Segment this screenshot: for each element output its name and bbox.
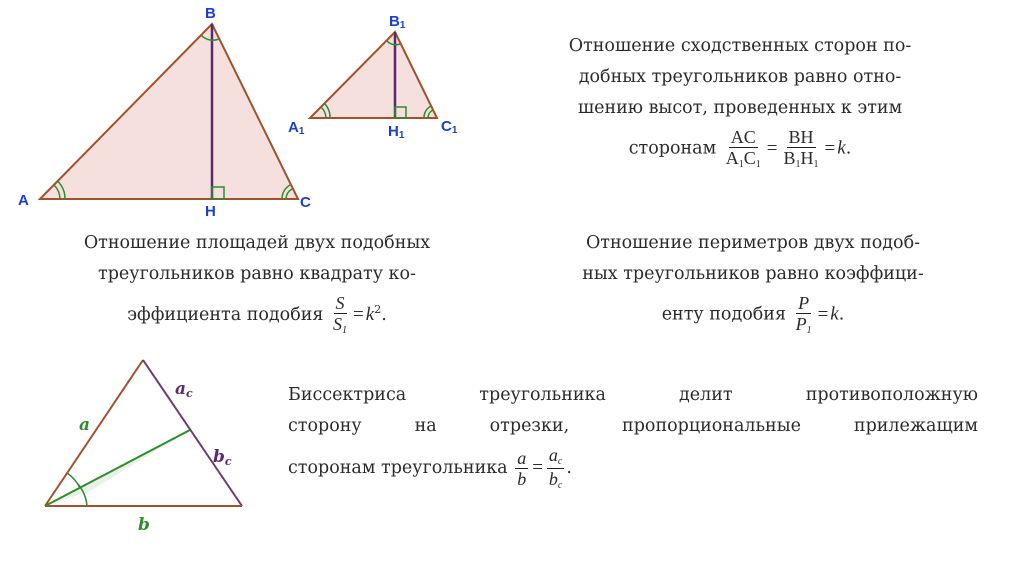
text3-lead: енту подобия bbox=[661, 304, 786, 325]
text4-end: . bbox=[566, 458, 572, 478]
text1-line4 bbox=[505, 128, 975, 170]
small-label-b1: B1 bbox=[389, 13, 406, 31]
text-similar-perimeters bbox=[510, 228, 996, 336]
text1-eq2: = bbox=[824, 137, 836, 159]
bisector-line bbox=[45, 430, 190, 506]
text2-lead: эффициента подобия bbox=[127, 304, 324, 325]
big-triangle-shape bbox=[40, 24, 298, 199]
fraction-a-num: a bbox=[517, 448, 527, 468]
bisector-triangle bbox=[45, 360, 242, 535]
big-label-a: A bbox=[18, 192, 29, 209]
text-similar-sides-heights bbox=[505, 31, 975, 170]
fraction-ac-a1c1 bbox=[724, 128, 763, 170]
text2-line1: Отношение площадей двух подобных bbox=[83, 233, 431, 253]
text1-end: . bbox=[845, 138, 852, 159]
label-b: b bbox=[138, 515, 150, 535]
text2-line2: треугольников равно квадрату ко- bbox=[98, 264, 416, 284]
label-a: a bbox=[79, 415, 91, 435]
text2-end: . bbox=[381, 304, 387, 325]
text-similar-areas bbox=[14, 228, 500, 336]
fraction-p-p1 bbox=[794, 294, 814, 336]
fraction-b-den: b bbox=[517, 469, 527, 489]
text4-line3 bbox=[288, 446, 978, 491]
small-label-h1: H1 bbox=[388, 123, 405, 141]
text2-line3 bbox=[14, 294, 500, 336]
text4-lead: сторонам треугольника bbox=[288, 458, 508, 478]
text3-eq: = bbox=[817, 303, 829, 325]
text4-eq: = bbox=[532, 457, 543, 478]
text3-end: . bbox=[838, 304, 845, 325]
fraction-ac-num: AC bbox=[730, 127, 756, 147]
fraction-bh-num: BH bbox=[788, 127, 814, 147]
small-label-c1: C1 bbox=[441, 118, 458, 136]
small-label-a1: A1 bbox=[288, 119, 305, 137]
fraction-s-s1 bbox=[331, 294, 349, 336]
fraction-ac-bc bbox=[547, 446, 564, 491]
text4-line2: сторону на отрезки, пропорциональные прилежащим bbox=[288, 416, 978, 436]
text1-eq1: = bbox=[766, 137, 778, 159]
small-triangle-shape bbox=[310, 32, 437, 118]
big-triangle bbox=[18, 5, 311, 220]
big-label-c: C bbox=[300, 194, 311, 211]
text3-line1: Отношение периметров двух подоб- bbox=[585, 233, 921, 253]
fraction-p-num: P bbox=[798, 293, 810, 313]
label-bc: bc bbox=[213, 447, 232, 468]
bisector-angle-mark-2 bbox=[67, 473, 80, 488]
text1-k: k bbox=[837, 137, 846, 159]
big-label-b: B bbox=[205, 5, 216, 22]
text1-line3: шению высот, проведенных к этим bbox=[577, 98, 903, 118]
big-label-h: H bbox=[205, 203, 216, 220]
small-triangle bbox=[288, 13, 458, 141]
text2-eq: = bbox=[353, 303, 364, 325]
text1-line2: добных треугольников равно отно- bbox=[578, 67, 902, 87]
text1-lead: сторонам bbox=[628, 138, 717, 159]
side-ac-bc bbox=[143, 360, 242, 506]
fraction-b1h1-den: $B_1H_1$ bbox=[783, 148, 819, 170]
fraction-a1c1-den: $A_1C_1$ bbox=[725, 148, 761, 170]
fraction-s1-den: $S_1$ bbox=[333, 314, 348, 337]
fraction-bh-b1h1 bbox=[782, 128, 821, 170]
text3-k: k bbox=[830, 303, 839, 325]
fraction-s-num: S bbox=[335, 293, 345, 314]
fraction-ac-num-2: $a_c$ bbox=[548, 445, 563, 467]
text-bisector-theorem bbox=[288, 380, 978, 491]
text3-line2: ных треугольников равно коэффици- bbox=[582, 264, 924, 284]
fraction-a-b bbox=[515, 449, 528, 488]
label-ac: ac bbox=[175, 379, 193, 400]
text3-line3 bbox=[510, 294, 996, 336]
fraction-p1-den: $P_1$ bbox=[795, 314, 812, 336]
text4-line1: Биссектриса треугольника делит противоположную bbox=[288, 385, 978, 405]
text1-line1: Отношение сходственных сторон по- bbox=[568, 36, 912, 56]
text2-pow: 2 bbox=[374, 303, 382, 316]
fraction-bc-den: $b_c$ bbox=[548, 469, 563, 491]
text2-k: k bbox=[365, 303, 375, 325]
